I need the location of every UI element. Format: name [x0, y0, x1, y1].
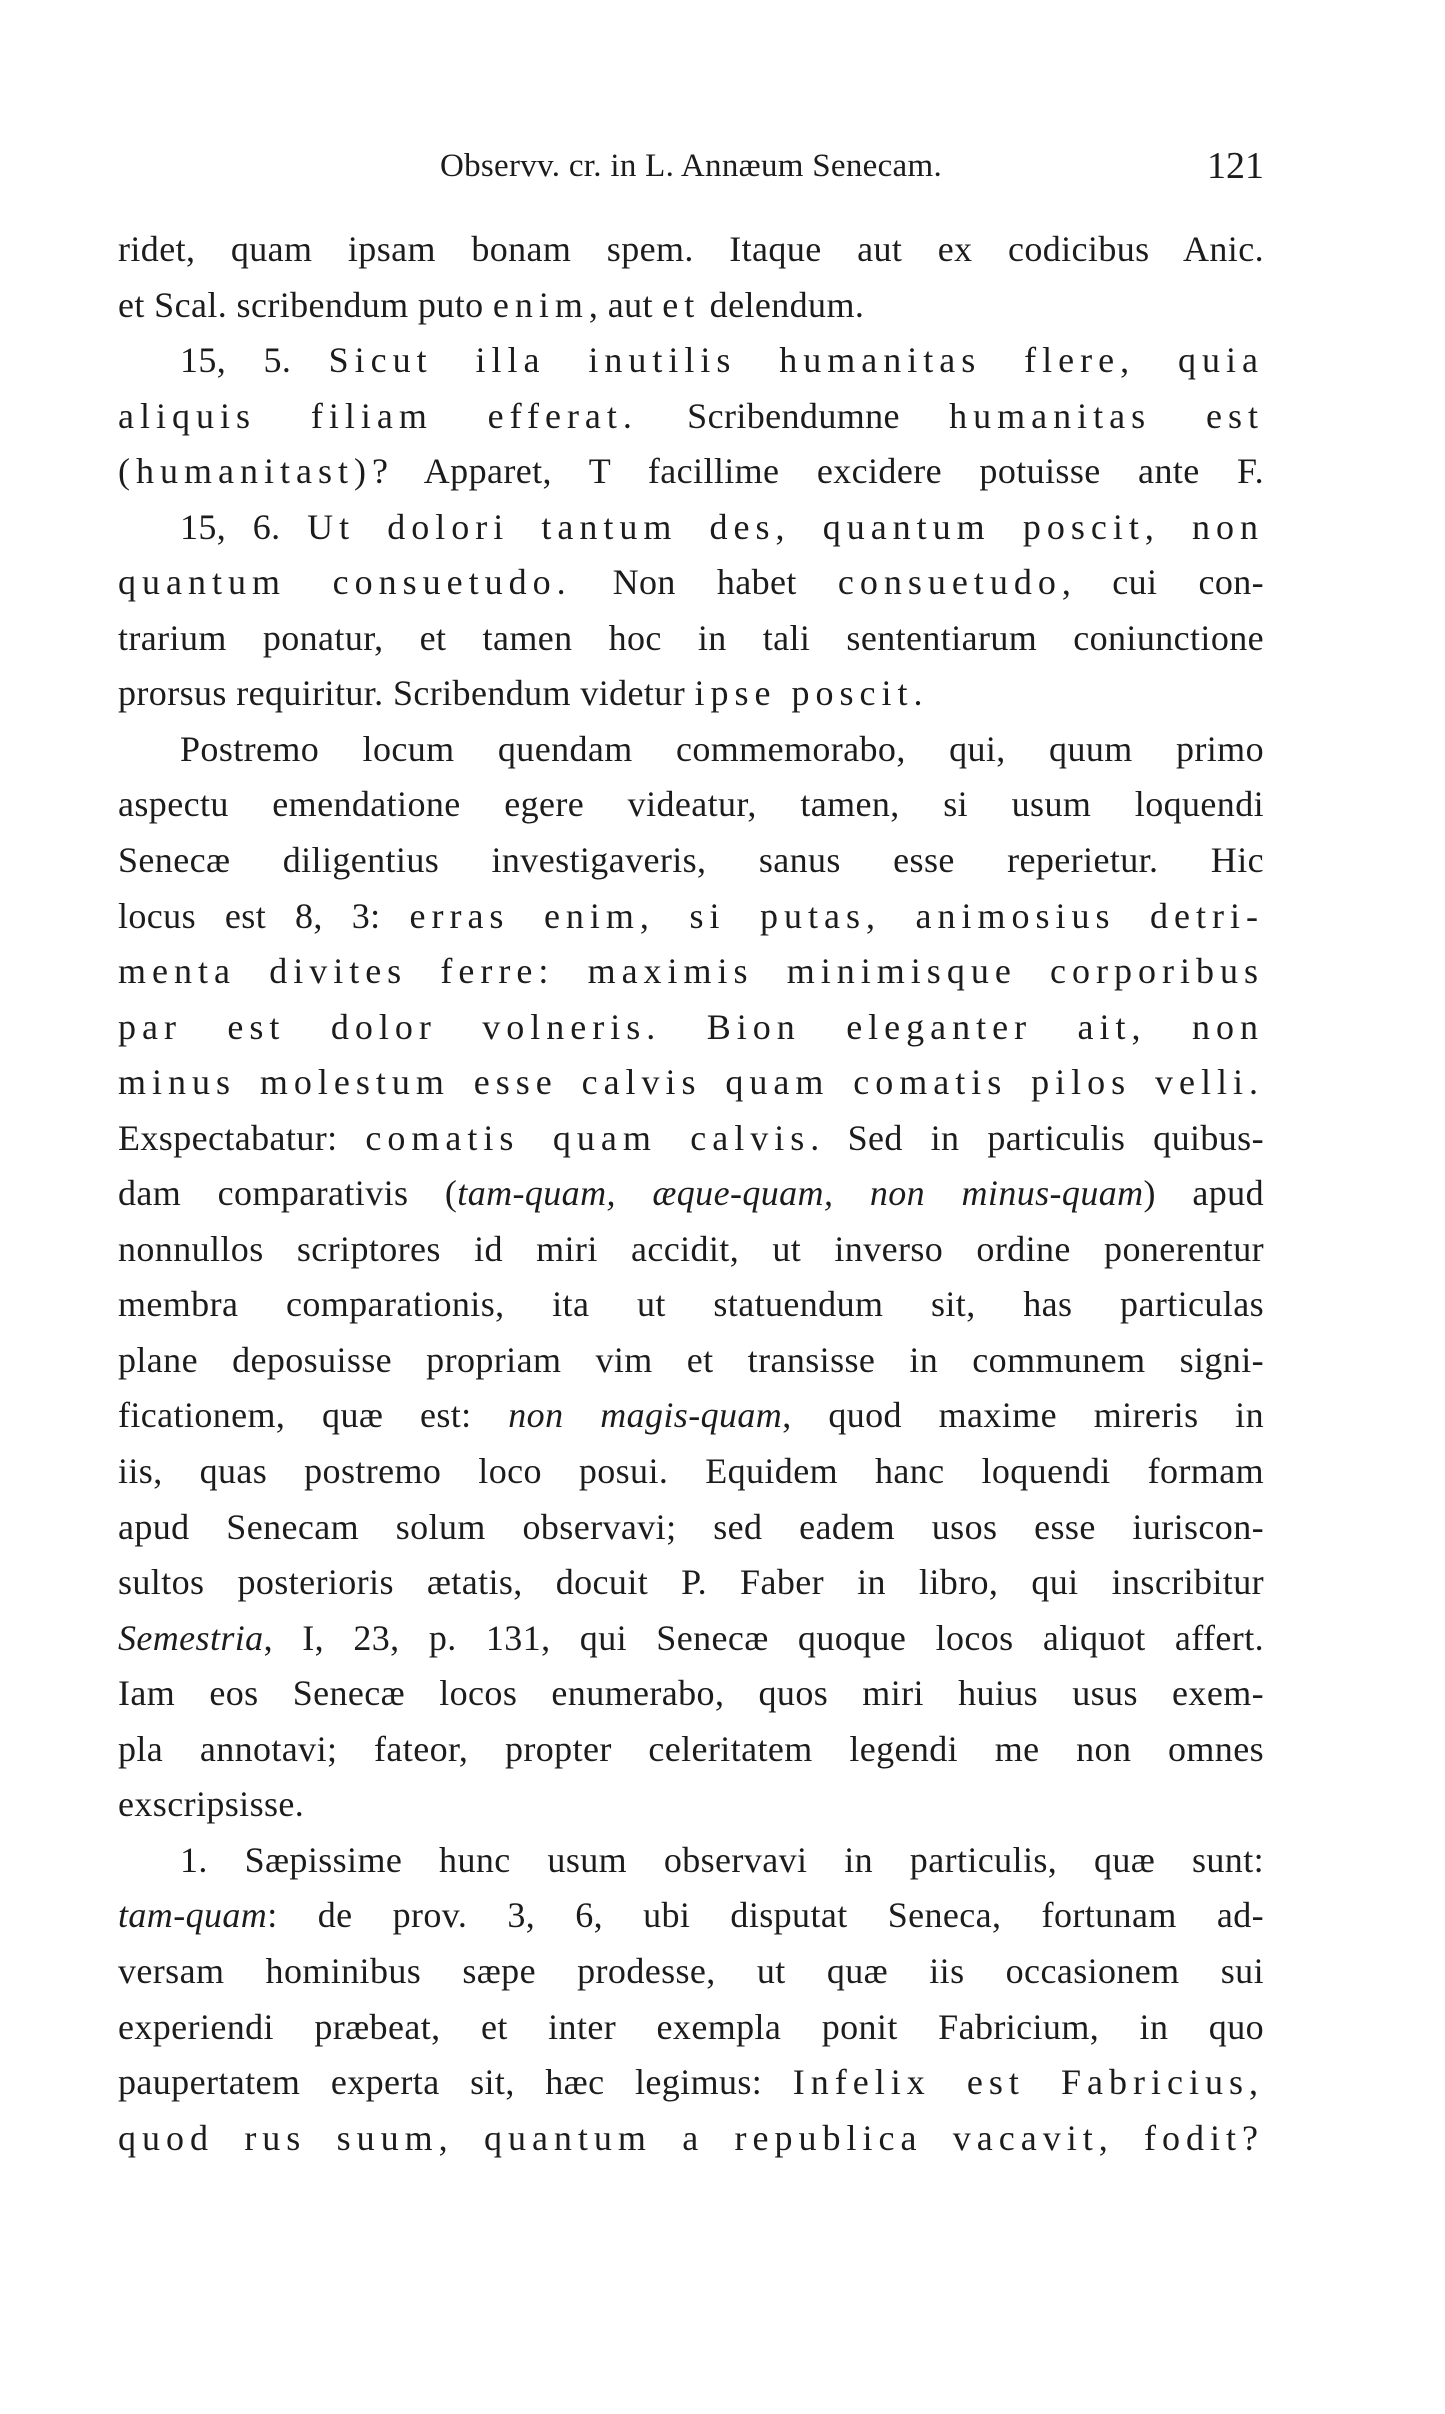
text-line	[118, 1722, 1264, 1778]
text-line	[118, 1777, 1264, 1833]
spaced-text: comatis quam calvis	[365, 1117, 811, 1158]
text-segment: 15, 5.	[180, 340, 329, 381]
text-segment: pla annotavi; fateor, propter celeritatem legendi me non omnes	[118, 1728, 1264, 1769]
text-segment: dam comparativis (	[118, 1173, 458, 1214]
text-segment: aspectu emendatione egere videatur, tamen, si usum loquendi	[118, 784, 1264, 825]
italic-text: non magis-quam	[508, 1395, 783, 1436]
page-number: 121	[1207, 145, 1264, 187]
text-segment: et Scal. scribendum puto	[118, 284, 493, 325]
text-line	[118, 1666, 1264, 1722]
text-line	[118, 555, 1264, 611]
spaced-text: et	[662, 284, 701, 325]
text-segment: Scribendumne	[637, 395, 950, 436]
text-segment: , aut	[588, 284, 663, 325]
text-segment: delendum.	[700, 284, 865, 325]
spaced-text: enim	[492, 284, 589, 325]
text-segment: paupertatem experta sit, hæc legimus:	[118, 2062, 793, 2103]
text-line	[118, 611, 1264, 667]
text-line	[118, 2111, 1264, 2167]
text-segment: plane deposuisse propriam vim et transisse in communem signi-	[118, 1339, 1264, 1380]
text-line	[118, 1944, 1264, 2000]
text-line	[118, 944, 1264, 1000]
text-line	[118, 1222, 1264, 1278]
text-line	[118, 777, 1264, 833]
text-segment: prorsus requiritur. Scribendum videtur	[118, 673, 695, 714]
text-body	[118, 222, 1264, 2166]
text-segment: Senecæ diligentius investigaveris, sanus esse reperietur. Hic	[118, 840, 1264, 881]
text-segment: experiendi præbeat, et inter exempla ponit Fabricium, in quo	[118, 2006, 1264, 2047]
text-line	[118, 1388, 1264, 1444]
text-line	[118, 1055, 1264, 1111]
spaced-text: menta divites ferre: maximis minimisque corporibus	[118, 951, 1264, 992]
italic-text: Semestria	[118, 1617, 264, 1658]
text-segment: locus est 8, 3:	[118, 895, 410, 936]
text-line	[118, 722, 1264, 778]
text-segment: membra comparationis, ita ut statuendum sit, has particulas	[118, 1284, 1264, 1325]
text-segment: ) apud	[1143, 1173, 1264, 1214]
text-segment: sultos posterioris ætatis, docuit P. Faber in libro, qui inscribitur	[118, 1562, 1264, 1603]
italic-text: tam-quam	[118, 1895, 268, 1936]
text-line	[118, 278, 1264, 334]
text-line	[118, 2055, 1264, 2111]
text-line	[118, 1888, 1264, 1944]
spaced-text: ipse poscit	[694, 673, 914, 714]
text-line	[118, 666, 1264, 722]
text-segment: , cui con-	[1061, 562, 1265, 603]
spaced-text: quod rus suum, quantum a republica vacavit, fodit?	[118, 2117, 1264, 2158]
text-segment: trarium ponatur, et tamen hoc in tali sententiarum coniunctione	[118, 617, 1264, 658]
text-line	[118, 1333, 1264, 1389]
text-segment: Non habet	[571, 562, 838, 603]
text-segment: versam hominibus sæpe prodesse, ut quæ iis occasionem sui	[118, 1950, 1264, 1991]
text-line	[118, 500, 1264, 556]
text-line	[118, 1833, 1264, 1889]
text-line	[118, 222, 1264, 278]
page-header	[118, 145, 1264, 198]
spaced-text: quantum consuetudo.	[118, 562, 572, 603]
text-segment: nonnullos scriptores id miri accidit, ut inverso ordine ponerentur	[118, 1228, 1264, 1269]
text-segment: : de prov. 3, 6, ubi disputat Seneca, fortunam ad-	[267, 1895, 1264, 1936]
spaced-text: Sicut illa inutilis humanitas flere, quia	[328, 340, 1264, 381]
text-line	[118, 889, 1264, 945]
text-segment: Postremo locum quendam commemorabo, qui, quum primo	[180, 728, 1264, 769]
spaced-text: par est dolor volneris. Bion eleganter ait, non	[118, 1006, 1264, 1047]
text-line	[118, 1166, 1264, 1222]
text-line	[118, 2000, 1264, 2056]
text-segment: iis, quas postremo loco posui. Equidem hanc loquendi formam	[118, 1451, 1264, 1492]
text-segment: , I, 23, p. 131, qui Senecæ quoque locos aliquot affert.	[263, 1617, 1264, 1658]
text-line	[118, 1277, 1264, 1333]
text-line	[118, 1555, 1264, 1611]
text-line	[118, 1611, 1264, 1667]
text-segment: 15, 6.	[180, 506, 308, 547]
spaced-text: aliquis filiam efferat.	[118, 395, 638, 436]
text-line	[118, 333, 1264, 389]
text-segment: , quod maxime mireris in	[782, 1395, 1264, 1436]
text-segment: ridet, quam ipsam bonam spem. Itaque aut ex codicibus Anic.	[118, 229, 1264, 269]
text-line	[118, 1111, 1264, 1167]
text-line	[118, 833, 1264, 889]
running-title: Observv. cr. in L. Annæum Senecam.	[439, 148, 943, 184]
text-segment: ficationem, quæ est:	[118, 1395, 509, 1436]
spaced-text: consuetudo	[837, 562, 1062, 603]
text-segment: . Sed in particulis quibus-	[810, 1117, 1264, 1158]
text-line	[118, 1500, 1264, 1556]
spaced-text: humanitas est	[949, 395, 1264, 436]
italic-text: tam-quam, æque-quam, non minus-quam	[457, 1173, 1144, 1214]
text-line	[118, 1000, 1264, 1056]
text-segment: exscripsisse.	[118, 1784, 305, 1825]
spaced-text: Infelix est Fabricius,	[792, 2062, 1264, 2103]
text-segment: apud Senecam solum observavi; sed eadem usos esse iuriscon-	[118, 1506, 1264, 1547]
text-segment: Iam eos Senecæ locos enumerabo, quos miri huius usus exem-	[118, 1673, 1264, 1714]
spaced-text: erras enim, si putas, animosius detri-	[409, 895, 1264, 936]
spaced-text: minus molestum esse calvis quam comatis pilos velli.	[118, 1062, 1264, 1103]
text-line	[118, 1444, 1264, 1500]
text-segment: ? Apparet, T facillime excidere potuisse ante F.	[371, 451, 1264, 492]
spaced-text: (humanitast)	[118, 451, 372, 492]
text-line	[118, 389, 1264, 445]
spaced-text: Ut dolori tantum des, quantum poscit, non	[307, 506, 1264, 547]
text-line	[118, 444, 1264, 500]
text-segment: .	[913, 673, 923, 714]
text-segment: Exspectabatur:	[118, 1117, 366, 1158]
text-segment: 1. Sæpissime hunc usum observavi in particulis, quæ sunt:	[180, 1839, 1264, 1880]
